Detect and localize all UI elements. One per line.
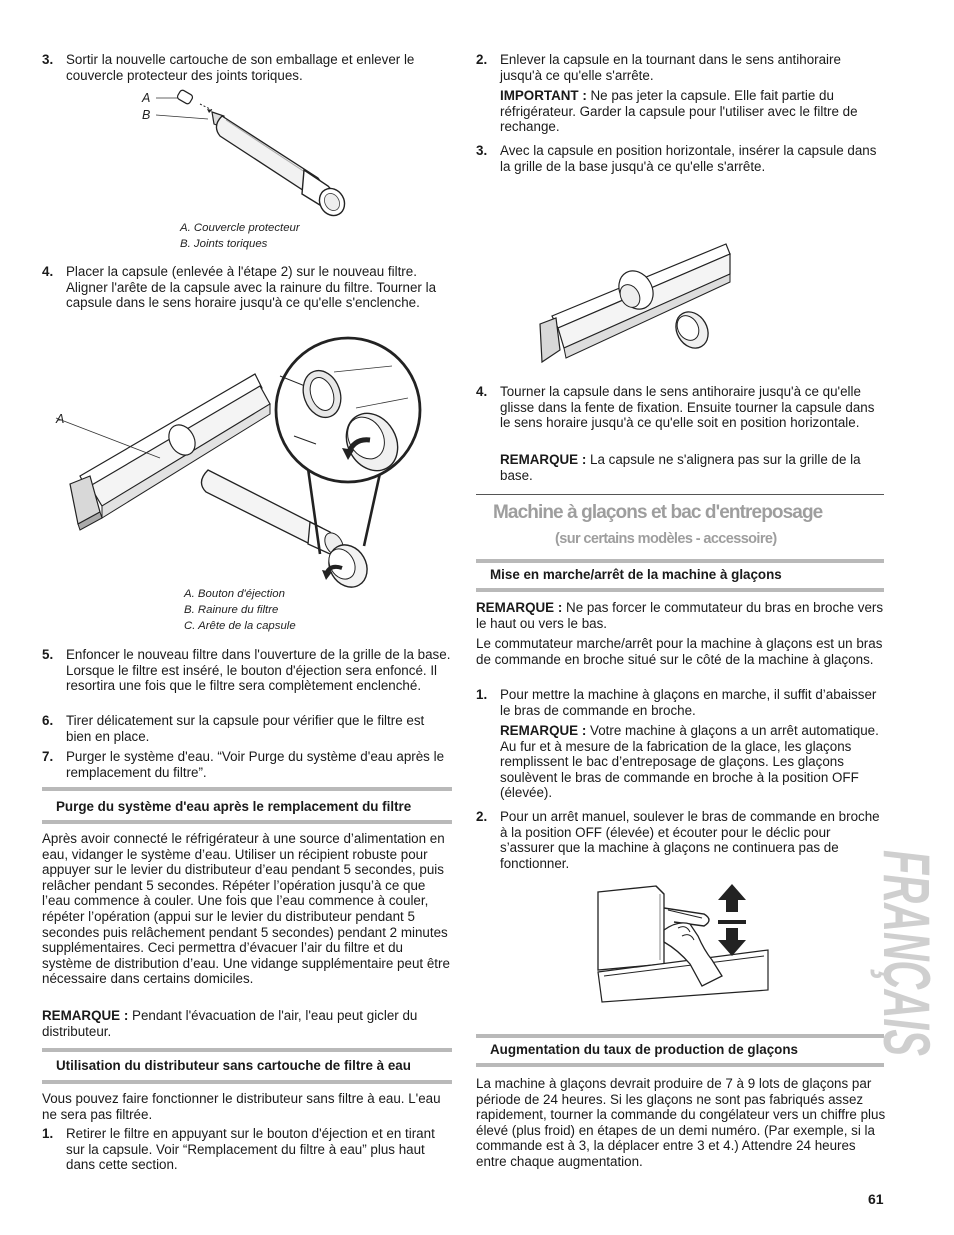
note-text: Votre machine à glaçons a un arrêt automatique. Au fur et à mesure de la fabrication de la glace, les glaçons remplissent le bac d’entreposage de glaçons. Les glaçons soulèvent le bras de commande en broche à la position OFF (élevée).	[500, 723, 879, 801]
purge-heading: Purge du système d'eau après le remplacement du filtre	[56, 799, 412, 814]
onoff-note	[476, 600, 886, 631]
step-number: 7.	[42, 749, 54, 764]
label-b: B	[142, 108, 151, 122]
rate-body: La machine à glaçons devrait produire de 7 à 9 lots de glaçons par période de 24 heures. Si les glaçons ne sont pas fabriqués assez rapidement, tourner la commande du congélateur vers un chiffre plus élevé (plus froid) en étapes de un demi numéro. (Par exemple, si la commande est à 3, la déplacer entre 3 et 4.) Attendre 24 heures entre chaque augmentation.	[476, 1076, 886, 1169]
heading-bar-top	[476, 1034, 884, 1038]
ice-maker-illustration	[594, 880, 770, 1004]
onoff-body: Le commutateur marche/arrêt pour la machine à glaçons est un bras de commande en broche situé sur le côté de la machine à glaçons.	[476, 636, 883, 667]
note-text: Ne pas forcer le commutateur du bras en broche vers le haut ou vers le bas.	[476, 600, 884, 631]
caption-a: A. Bouton d'éjection	[184, 588, 285, 600]
purge-note	[42, 1008, 452, 1039]
page-number: 61	[868, 1191, 884, 1207]
rate-heading: Augmentation du taux de production de glaçons	[490, 1042, 798, 1057]
step-1-note	[500, 723, 886, 801]
heading-bar-top	[42, 1048, 452, 1052]
step-text: Placer la capsule (enlevée à l'étape 2) sur le nouveau filtre. Aligner l'arête de la capsule avec la rainure du filtre. Tourner la capsule dans le sens horaire jusqu'à ce qu'elle s'enclenche.	[66, 264, 437, 311]
heading-bar-bottom	[476, 1063, 884, 1067]
heading-bar-top	[42, 787, 452, 791]
step-text: Pour un arrêt manuel, soulever le bras de commande en broche à la position OFF (élevée) et écouter pour le déclic pour s’assurer que la machine à glaçons ne continuera pas de fonctionner.	[500, 809, 880, 871]
note-label: REMARQUE :	[476, 600, 563, 615]
step-number: 2.	[476, 809, 488, 824]
note-label: REMARQUE :	[500, 723, 587, 738]
note-label: REMARQUE :	[42, 1008, 129, 1023]
section-title: Machine à glaçons et bac d'entreposage	[493, 502, 823, 523]
label-a: A	[142, 91, 151, 105]
section-divider	[476, 494, 884, 495]
note-label: REMARQUE :	[500, 452, 587, 467]
sans-filtre-heading: Utilisation du distributeur sans cartouche de filtre à eau	[56, 1058, 411, 1073]
step-text: Tourner la capsule dans le sens antihoraire jusqu'à ce qu'elle glisse dans la fente de fixation. Ensuite tourner la capsule dans le sens horaire jusqu'à ce qu'elle soit en position horizontale.	[500, 384, 875, 431]
important-label: IMPORTANT :	[500, 88, 587, 103]
step-text: Pour mettre la machine à glaçons en marche, il suffit d’abaisser le bras de commande en broche.	[500, 687, 877, 718]
sans-filtre-body: Vous pouvez faire fonctionner le distributeur sans filtre à eau. L'eau ne sera pas filtrée.	[42, 1091, 441, 1122]
label-a: A	[56, 412, 65, 426]
step-number: 3.	[42, 52, 54, 67]
caption-c: C. Arête de la capsule	[184, 620, 296, 632]
step-4-note	[500, 452, 886, 483]
step-number: 6.	[42, 713, 54, 728]
heading-bar-bottom	[42, 1080, 452, 1084]
heading-bar-bottom	[476, 588, 884, 592]
step-number: 1.	[42, 1126, 54, 1141]
important-text: Ne pas jeter la capsule. Elle fait partie du réfrigérateur. Garder la capsule pour l'utiliser avec le filtre de rechange.	[500, 88, 858, 135]
step-number: 3.	[476, 143, 488, 158]
purge-body: Après avoir connecté le réfrigérateur à une source d’alimentation en eau, vidanger le système d’eau. Utiliser un récipient robuste pour appuyer sur le levier du distributeur d’eau pendant 5 secondes, puis relâcher pendant 5 secondes. Répéter l’opération jusqu’à ce que l’eau commence à couler. Une fois que l’eau commence à couler, répéter l’opération (appui sur le levier du distributeur pendant 5 secondes puis relâchement pendant 5 secondes) pendant 2 minutes supplémentaires. Ceci permettra d’évacuer l’air du filtre et du système de distribution d’eau. Une vidange supplémentaire peut être nécessaire dans certains domiciles.	[42, 831, 450, 987]
step-number: 1.	[476, 687, 488, 702]
step-number: 4.	[42, 264, 54, 279]
filter-install-illustration	[60, 336, 430, 588]
heading-bar-bottom	[42, 820, 452, 824]
cartridge-illustration	[150, 86, 350, 216]
step-text: Retirer le filtre en appuyant sur le bouton d'éjection et en tirant sur la capsule. Voir “Remplacement du filtre à eau” plus haut dans cette section.	[66, 1126, 435, 1173]
onoff-heading: Mise en marche/arrêt de la machine à glaçons	[490, 567, 782, 582]
step-number: 5.	[42, 647, 54, 662]
section-subtitle: (sur certains modèles - accessoire)	[555, 531, 777, 547]
caption-b: B. Rainure du filtre	[184, 604, 279, 616]
step-number: 4.	[476, 384, 488, 399]
capsule-grille-illustration	[530, 238, 730, 368]
language-side-tab	[870, 848, 946, 1191]
step-number: 2.	[476, 52, 488, 67]
note-text: La capsule ne s'alignera pas sur la grille de la base.	[500, 452, 861, 483]
important-note	[500, 88, 886, 135]
step-text: Sortir la nouvelle cartouche de son emballage et enlever le couvercle protecteur des joints toriques.	[66, 52, 415, 83]
step-text: Purger le système d'eau. “Voir Purge du système d'eau après le remplacement du filtre”.	[66, 749, 445, 780]
heading-bar-top	[476, 559, 884, 563]
note-text: Pendant l'évacuation de l'air, l'eau peut gicler du distributeur.	[42, 1008, 418, 1039]
step-text: Enlever la capsule en la tournant dans le sens antihoraire jusqu'à ce qu'elle s'arrête.	[500, 52, 841, 83]
step-text: Avec la capsule en position horizontale, insérer la capsule dans la grille de la base jusqu'à ce qu'elle s'arrête.	[500, 143, 877, 174]
side-tab-text: FRANÇAIS	[870, 850, 944, 1191]
step-text: Enfoncer le nouveau filtre dans l'ouverture de la grille de la base. Lorsque le filtre est inséré, le bouton d'éjection sera enfoncé. Il resortira une fois que le filtre sera complètement enclenché.	[66, 647, 451, 694]
caption-b: B. Joints toriques	[180, 238, 268, 250]
caption-a: A. Couvercle protecteur	[180, 222, 300, 234]
step-text: Tirer délicatement sur la capsule pour vérifier que le filtre est bien en place.	[66, 713, 425, 744]
